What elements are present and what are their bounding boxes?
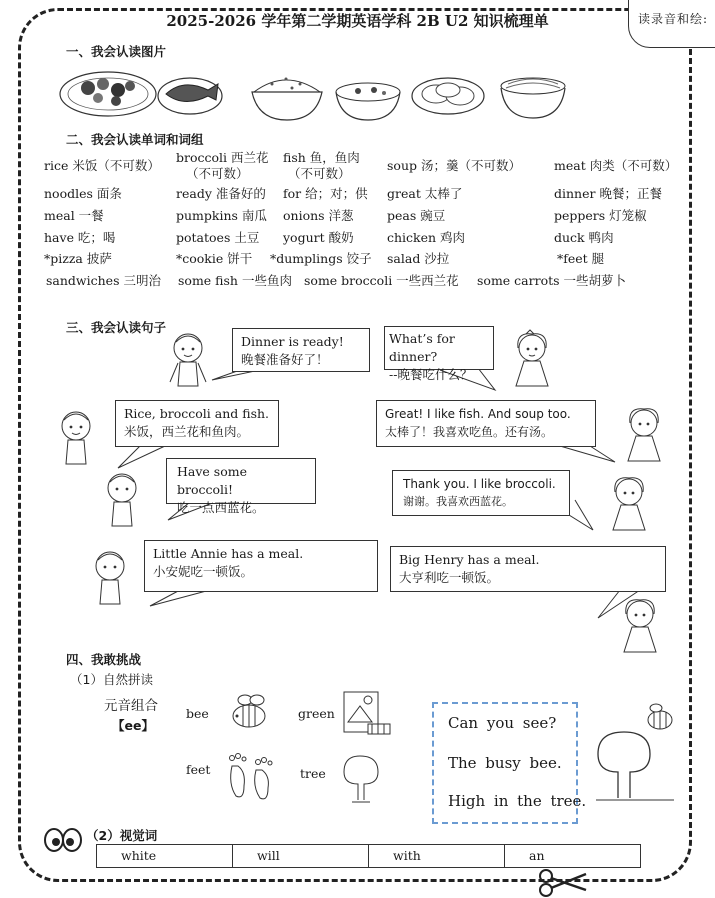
word-pumpkins: pumpkins 南瓜: [176, 208, 267, 223]
dialogue-bubble: [392, 470, 570, 516]
word-fish: fish 鱼，鱼肉: [283, 150, 360, 165]
section-2-heading: 二、我会认读单词和词组: [66, 132, 204, 147]
word-noodles: noodles 面条: [44, 186, 122, 201]
phrase-sandwiches: sandwiches 三明治: [46, 273, 161, 288]
phrase-some-fish: some fish 一些鱼肉: [178, 273, 292, 288]
boy-figure: [52, 408, 102, 468]
word-ready: ready 准备好的: [176, 186, 266, 201]
dialogue-bubble: [166, 458, 316, 515]
tree-with-bee-icon: [594, 702, 684, 812]
dialogue-bubble: [115, 400, 279, 447]
word-rice: rice 米饭（不可数）: [44, 158, 160, 173]
word-yogurt: yogurt 酸奶: [283, 230, 354, 245]
sight-words-table: [96, 844, 641, 868]
chant-line: The busy bee.: [448, 754, 562, 772]
dialogue-zh: 太棒了！我喜欢吃鱼。还有汤。: [385, 425, 554, 439]
sight-word-cell: white: [97, 845, 233, 867]
chant-line: Can you see?: [448, 714, 557, 732]
dialogue-bubble: [384, 326, 494, 382]
section-4-heading: 四、我敢挑战: [66, 652, 142, 667]
girl-figure: [620, 405, 670, 465]
dialogue-en: Thank you. I like broccoli.: [403, 477, 556, 491]
dialogue-en: Have some broccoli!: [177, 464, 247, 497]
word-chicken: chicken 鸡肉: [387, 230, 466, 245]
word-salad: salad 沙拉: [387, 251, 450, 266]
word-duck: duck 鸭肉: [554, 230, 614, 245]
boy-figure: [86, 548, 136, 608]
page-title: 2025-2026 学年第二学期英语学科 2B U2 知识梳理单: [166, 12, 549, 30]
dialogue-bubble: [144, 540, 378, 592]
sight-word-cell: with: [369, 845, 505, 867]
word-peppers: peppers 灯笼椒: [554, 208, 647, 223]
word-broccoli: broccoli 西兰花: [176, 150, 269, 165]
word-pizza: *pizza 披萨: [44, 251, 112, 266]
dialogue-zh: 大亨利吃一顿饭。: [399, 570, 500, 585]
dialogue-bubble: [376, 400, 596, 447]
corner-note: 读录音和绘:: [638, 12, 709, 26]
dialogue-en: Big Henry has a meal.: [399, 552, 540, 567]
word-peas: peas 豌豆: [387, 208, 446, 223]
boy-figure: [98, 470, 148, 530]
phonics-label: 元音组合: [104, 698, 158, 714]
word-soup: soup 汤；羹（不可数）: [387, 158, 521, 173]
word-cookie: *cookie 饼干: [176, 251, 253, 266]
boy-figure: [164, 330, 214, 390]
word-meat: meat 肉类（不可数）: [554, 158, 678, 173]
sight-word-cell: will: [233, 845, 369, 867]
dialogue-en: What’s for dinner?: [389, 331, 455, 364]
word-great: great 太棒了: [387, 186, 463, 201]
girl-figure: [508, 330, 558, 390]
dialogue-bubble: [390, 546, 666, 592]
chant-box: [432, 702, 587, 824]
dialogue-en: Dinner is ready!: [241, 334, 344, 349]
word-broccoli-note: （不可数）: [186, 166, 249, 181]
word-have: have 吃；喝: [44, 230, 116, 245]
phonics-word-feet: feet: [186, 762, 211, 777]
section-1-heading: 一、我会认读图片: [66, 44, 167, 59]
word-fish-note: （不可数）: [288, 166, 351, 181]
dialogue-zh: --晚餐吃什么？: [389, 367, 473, 382]
word-feet: *feet 腿: [557, 251, 605, 266]
word-meal: meal 一餐: [44, 208, 104, 223]
chant-line: High in the tree.: [448, 792, 587, 810]
phonics-word-tree: tree: [300, 766, 326, 781]
paint-palette-icon: [338, 686, 394, 742]
section-3-heading: 三、我会认读句子: [66, 320, 167, 335]
dialogue-zh: 小安妮吃一顿饭。: [153, 564, 254, 579]
phonics-combo: 【ee】: [112, 718, 154, 733]
dialogue-zh: 晚餐准备好了！: [241, 352, 329, 367]
dialogue-zh: 吃一点西蓝花。: [177, 500, 265, 515]
girl-figure: [605, 474, 655, 534]
dialogue-zh: 米饭，西兰花和鱼肉。: [124, 424, 250, 439]
phonics-word-green: green: [298, 706, 335, 721]
word-for: for 给；对；供: [283, 186, 368, 201]
tree-icon: [338, 750, 384, 806]
word-potatoes: potatoes 土豆: [176, 230, 260, 245]
eyes-icon: [42, 824, 82, 858]
section-4-2-heading: （2）视觉词: [86, 828, 158, 843]
phrase-some-broccoli: some broccoli 一些西兰花: [304, 273, 459, 288]
word-dinner: dinner 晚餐；正餐: [554, 186, 662, 201]
word-onions: onions 洋葱: [283, 208, 354, 223]
dialogue-en: Rice, broccoli and fish.: [124, 406, 270, 421]
section-4-1-heading: （1）自然拼读: [70, 672, 153, 687]
word-dumplings: *dumplings 饺子: [270, 251, 372, 266]
dialogue-en: Great! I like fish. And soup too.: [385, 407, 571, 421]
phrase-some-carrots: some carrots 一些胡萝卜: [477, 273, 627, 288]
scissors-icon: [536, 868, 596, 896]
dialogue-bubble: [232, 328, 370, 372]
dialogue-en: Little Annie has a meal.: [153, 546, 304, 561]
bee-icon: [225, 692, 275, 734]
sight-word-cell: an: [529, 848, 545, 863]
phonics-word-bee: bee: [186, 706, 209, 721]
dialogue-zh: 谢谢。我喜欢西蓝花。: [403, 495, 513, 508]
girl-figure: [616, 596, 666, 656]
feet-icon: [222, 750, 278, 804]
